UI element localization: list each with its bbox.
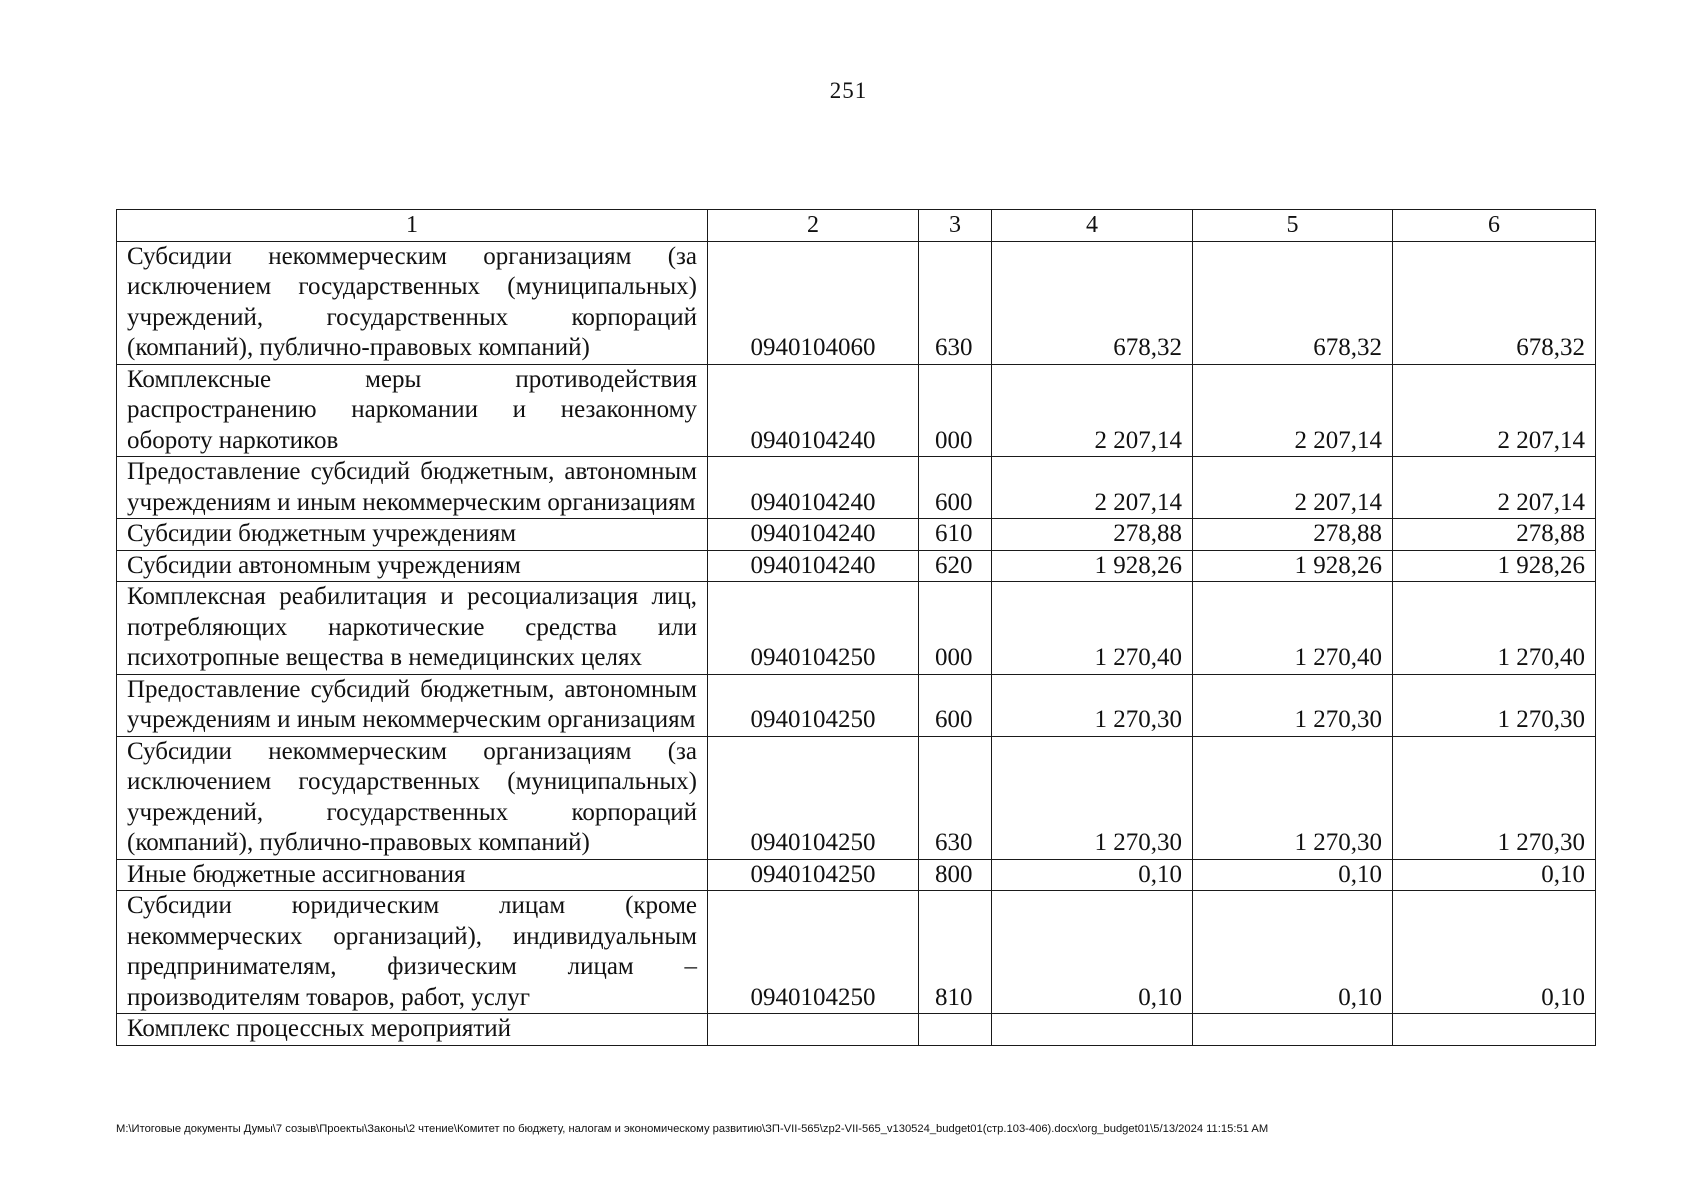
row-type-cell: 000 [919, 364, 992, 457]
row-name-cell: Комплексная реабилитация и ресоциализация лиц, потребляющих наркотические средства или психотропные вещества в немедицинских целях [117, 582, 708, 675]
row-value-col4: 2 207,14 [992, 364, 1193, 457]
header-cell-1: 1 [117, 210, 708, 242]
table-row [117, 550, 1596, 582]
table-row [117, 674, 1596, 736]
row-value-col4: 0,10 [992, 891, 1193, 1014]
header-cell-6: 6 [1393, 210, 1596, 242]
row-value-col6: 0,10 [1393, 859, 1596, 891]
table-row [117, 891, 1596, 1014]
row-code-cell: 0940104240 [708, 550, 919, 582]
row-value-col6: 2 207,14 [1393, 457, 1596, 519]
row-value-col5: 1 270,30 [1193, 736, 1393, 859]
page-number: 251 [829, 78, 868, 103]
row-type-cell: 800 [919, 859, 992, 891]
row-value-col4: 678,32 [992, 241, 1193, 364]
table-row [117, 519, 1596, 551]
row-value-col5: 1 270,40 [1193, 582, 1393, 675]
row-type-cell: 630 [919, 736, 992, 859]
row-name-cell: Предоставление субсидий бюджетным, автономным учреждениям и иным некоммерческим организациям [117, 674, 708, 736]
row-code-cell: 0940104250 [708, 859, 919, 891]
row-value-col5: 0,10 [1193, 859, 1393, 891]
table-row [117, 457, 1596, 519]
row-name-cell: Субсидии некоммерческим организациям (за исключением государственных (муниципальных) учреждений, государственных корпораций (компаний), публично-правовых компаний) [117, 736, 708, 859]
row-code-cell: 0940104240 [708, 457, 919, 519]
row-code-cell: 0940104240 [708, 364, 919, 457]
budget-table [116, 209, 1596, 1046]
table-row [117, 582, 1596, 675]
row-value-col5: 2 207,14 [1193, 364, 1393, 457]
row-value-col6 [1393, 1014, 1596, 1046]
header-cell-3: 3 [919, 210, 992, 242]
row-value-col4: 1 270,30 [992, 736, 1193, 859]
row-name-cell: Предоставление субсидий бюджетным, автономным учреждениям и иным некоммерческим организациям [117, 457, 708, 519]
table-row [117, 1014, 1596, 1046]
row-type-cell: 600 [919, 457, 992, 519]
row-type-cell [919, 1014, 992, 1046]
table-body [117, 210, 1596, 1046]
row-value-col6: 1 270,30 [1393, 674, 1596, 736]
row-code-cell: 0940104060 [708, 241, 919, 364]
row-value-col5: 1 270,30 [1193, 674, 1393, 736]
row-name-cell: Комплексные меры противодействия распространению наркомании и незаконному обороту наркотиков [117, 364, 708, 457]
row-code-cell [708, 1014, 919, 1046]
row-name-cell: Иные бюджетные ассигнования [117, 859, 708, 891]
file-path-footer: M:\Итоговые документы Думы\7 созыв\Проекты\Законы\2 чтение\Комитет по бюджету, налогам и экономическому развитию\ЗП-VII-565\zp2-VII-565_v130524_budget01(стр.103-406).docx\org_budget01\5/13/2024 11:15:51 AM [116, 1123, 1269, 1135]
row-type-cell: 630 [919, 241, 992, 364]
row-value-col4: 1 270,30 [992, 674, 1193, 736]
row-value-col4: 2 207,14 [992, 457, 1193, 519]
row-name-cell: Субсидии юридическим лицам (кроме некоммерческих организаций), индивидуальным предпринимателям, физическим лицам – производителям товаров, работ, услуг [117, 891, 708, 1014]
row-name-cell: Субсидии бюджетным учреждениям [117, 519, 708, 551]
row-value-col6: 1 270,40 [1393, 582, 1596, 675]
row-code-cell: 0940104250 [708, 582, 919, 675]
row-value-col6: 1 928,26 [1393, 550, 1596, 582]
table-row [117, 736, 1596, 859]
row-value-col5: 278,88 [1193, 519, 1393, 551]
row-code-cell: 0940104250 [708, 736, 919, 859]
row-value-col6: 678,32 [1393, 241, 1596, 364]
header-cell-2: 2 [708, 210, 919, 242]
row-value-col6: 278,88 [1393, 519, 1596, 551]
table-row [117, 859, 1596, 891]
row-type-cell: 610 [919, 519, 992, 551]
row-value-col4: 1 928,26 [992, 550, 1193, 582]
row-value-col6: 0,10 [1393, 891, 1596, 1014]
row-value-col4: 278,88 [992, 519, 1193, 551]
row-type-cell: 810 [919, 891, 992, 1014]
row-type-cell: 600 [919, 674, 992, 736]
table-row [117, 364, 1596, 457]
row-value-col5: 678,32 [1193, 241, 1393, 364]
row-code-cell: 0940104240 [708, 519, 919, 551]
table-row [117, 241, 1596, 364]
row-value-col4 [992, 1014, 1193, 1046]
row-value-col5 [1193, 1014, 1393, 1046]
row-value-col6: 1 270,30 [1393, 736, 1596, 859]
header-cell-4: 4 [992, 210, 1193, 242]
row-type-cell: 000 [919, 582, 992, 675]
header-cell-5: 5 [1193, 210, 1393, 242]
row-code-cell: 0940104250 [708, 674, 919, 736]
row-value-col5: 2 207,14 [1193, 457, 1393, 519]
row-name-cell: Комплекс процессных мероприятий [117, 1014, 708, 1046]
header-row [117, 210, 1596, 242]
row-code-cell: 0940104250 [708, 891, 919, 1014]
row-name-cell: Субсидии автономным учреждениям [117, 550, 708, 582]
row-value-col5: 0,10 [1193, 891, 1393, 1014]
row-value-col6: 2 207,14 [1393, 364, 1596, 457]
row-value-col4: 1 270,40 [992, 582, 1193, 675]
row-name-cell: Субсидии некоммерческим организациям (за исключением государственных (муниципальных) учреждений, государственных корпораций (компаний), публично-правовых компаний) [117, 241, 708, 364]
row-type-cell: 620 [919, 550, 992, 582]
row-value-col5: 1 928,26 [1193, 550, 1393, 582]
row-value-col4: 0,10 [992, 859, 1193, 891]
